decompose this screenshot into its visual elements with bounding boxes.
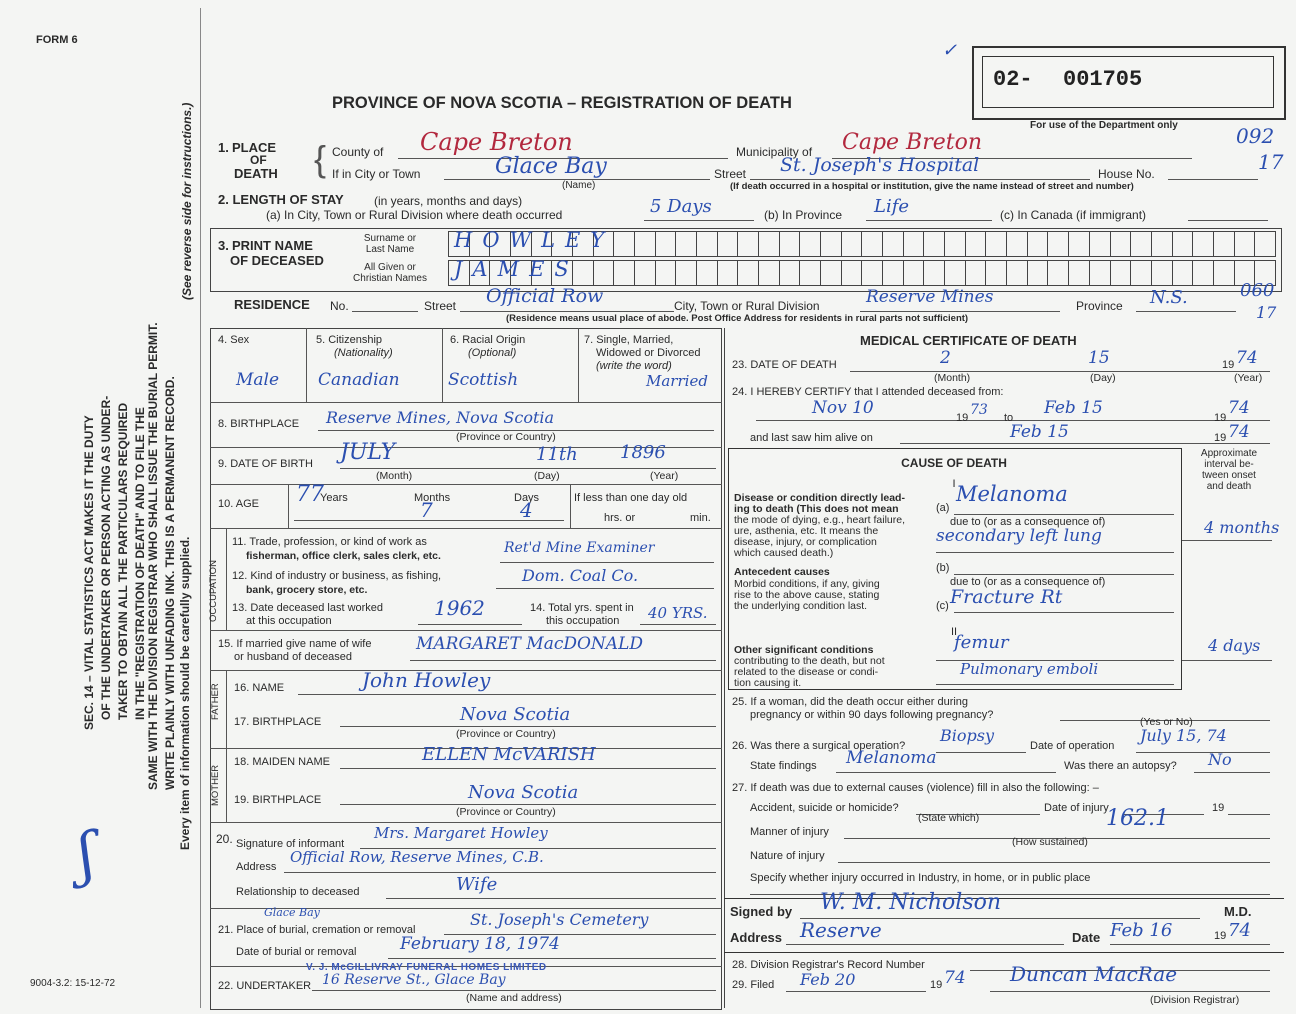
s17-label: 17. BIRTHPLACE xyxy=(234,716,322,728)
s29-label: 29. Filed xyxy=(732,979,775,991)
dod-month-sub: (Month) xyxy=(934,372,971,384)
dod-year-prefix: 19 xyxy=(1222,359,1235,371)
disease-line-4: ure, asthenia, etc. It means the xyxy=(734,525,879,537)
total-yrs-value: 40 YRS. xyxy=(648,604,708,622)
s2-sub: (in years, months and days) xyxy=(374,194,523,208)
res-city-value: Reserve Mines xyxy=(866,287,994,307)
dob-day-value: 11th xyxy=(536,444,578,465)
s10-label: 10. AGE xyxy=(218,498,259,510)
s3-label-b: OF DECEASED xyxy=(230,253,324,268)
s4-label: 4. Sex xyxy=(218,334,250,346)
disease-line-2: ing to death (This does not mean xyxy=(734,503,899,515)
s1-label: PLACE xyxy=(232,140,277,155)
due-to-b: due to (or as a consequence of) xyxy=(950,576,1106,588)
less-day-label: If less than one day old xyxy=(574,492,688,504)
municipality-label: Municipality of xyxy=(736,145,813,159)
s21-label: 21. Place of burial, cremation or removal xyxy=(218,924,416,936)
dob-year-sub: (Year) xyxy=(650,470,679,482)
res-city-label: City, Town or Rural Division xyxy=(674,299,820,313)
sidebar-line-8: (See reverse side for instructions.) xyxy=(180,102,194,300)
code-1: 092 xyxy=(1236,124,1275,148)
s2b-label: (b) In Province xyxy=(764,208,843,222)
antecedent-1: Antecedent causes xyxy=(734,566,830,578)
s18-label: 18. MAIDEN NAME xyxy=(234,756,330,768)
margin-mark: ʃ xyxy=(72,819,100,889)
code-2: 17 xyxy=(1258,150,1284,174)
name-sub: (Name) xyxy=(562,180,596,191)
other-1: Other significant conditions xyxy=(734,644,874,656)
reg-number: 001705 xyxy=(1063,67,1143,92)
s7-label: 7. Single, Married, xyxy=(584,334,674,346)
relationship-label: Relationship to deceased xyxy=(236,886,360,898)
age-months-label: Months xyxy=(414,492,451,504)
cause-title: CAUSE OF DEATH xyxy=(901,456,1007,470)
s5-sub: (Nationality) xyxy=(334,347,393,359)
father-name-value: John Howley xyxy=(362,668,491,692)
mother-birth-sub: (Province or Country) xyxy=(456,806,556,818)
hrs-label: hrs. or xyxy=(604,512,636,524)
industry-value: Dom. Coal Co. xyxy=(522,566,639,585)
s24-label: 24. I HEREBY CERTIFY that I attended deceased from: xyxy=(732,386,1004,398)
dob-month-value: JULY xyxy=(340,440,396,465)
disease-line-1: Disease or condition directly lead- xyxy=(734,492,905,504)
md-label: M.D. xyxy=(1224,904,1252,919)
form-title: PROVINCE OF NOVA SCOTIA – REGISTRATION OF DEATH xyxy=(332,94,792,112)
attend-from-19: 19 xyxy=(956,412,969,424)
other-2: contributing to the death, but not xyxy=(734,655,885,667)
min-label: min. xyxy=(690,512,711,524)
dod-month-value: 2 xyxy=(940,348,951,368)
marital-value: Married xyxy=(646,372,708,390)
s13-label-b: at this occupation xyxy=(246,615,332,627)
sidebar-line-5: SAME WITH THE DIVISION REGISTRAR WHO SHALL ISSUE THE BURIAL PERMIT. xyxy=(146,322,160,790)
res-prov-value: N.S. xyxy=(1150,287,1188,308)
s7-label-b: Widowed or Divorced xyxy=(596,347,701,359)
s6-sub: (Optional) xyxy=(468,347,517,359)
undertaker-value: 16 Reserve St., Glace Bay xyxy=(322,972,506,988)
date-op-label: Date of operation xyxy=(1030,740,1115,752)
sidebar-line-2: OF THE UNDERTAKER OR PERSON ACTING AS UNDER- xyxy=(99,395,113,720)
s12-label-b: bank, grocery store, etc. xyxy=(246,584,368,596)
father-vertical: FATHER xyxy=(210,683,221,720)
house-label: House No. xyxy=(1098,167,1155,181)
last-saw-label: and last saw him alive on xyxy=(750,432,873,444)
dod-day-sub: (Day) xyxy=(1090,372,1116,384)
signed-by-value: W. M. Nicholson xyxy=(820,890,1002,915)
code-3: 060 xyxy=(1240,280,1275,301)
s6-label: 6. Racial Origin xyxy=(450,334,526,346)
dod-year-sub: (Year) xyxy=(1234,372,1263,384)
attend-to-label: to xyxy=(1004,412,1014,424)
attend-from-yr-value: 73 xyxy=(970,402,988,418)
s13-label: 13. Date deceased last worked xyxy=(232,602,384,614)
hospital-note: (If death occurred in a hospital or institution, give the name instead of street and number) xyxy=(730,181,1134,192)
antecedent-2: Morbid conditions, if any, giving xyxy=(734,578,880,590)
last-worked-value: 1962 xyxy=(434,596,485,620)
signed-label: Signed by xyxy=(730,904,793,919)
given-value: JAMES xyxy=(454,257,579,281)
s16-label: 16. NAME xyxy=(234,682,285,694)
mother-vertical: MOTHER xyxy=(210,764,221,806)
op-date-value: July 15, 74 xyxy=(1140,726,1227,745)
s22-label: 22. UNDERTAKER xyxy=(218,980,312,992)
residence-note: (Residence means usual place of abode. Post Office Address for residents in rural parts not sufficient) xyxy=(506,313,969,324)
dob-day-sub: (Day) xyxy=(534,470,560,482)
street-label: Street xyxy=(714,167,747,181)
surname-value: HOWLEY xyxy=(454,228,615,252)
s28-label: 28. Division Registrar's Record Number xyxy=(732,959,925,971)
disease-line-3: the mode of dying, e.g., heart failure, xyxy=(734,514,906,526)
stay-b-value: Life xyxy=(874,196,910,217)
municipality-value: Cape Breton xyxy=(842,130,983,155)
check-mark: ✓ xyxy=(942,40,958,61)
disease-line-6: which caused death.) xyxy=(734,547,834,559)
due-to-a: due to (or as a consequence of) xyxy=(950,516,1106,528)
s5-label: 5. Citizenship xyxy=(316,334,383,346)
s3-num: 3. xyxy=(218,238,229,253)
footer-code: 9004-3.2: 15-12-72 xyxy=(30,978,116,989)
birthplace-value: Reserve Mines, Nova Scotia xyxy=(326,408,555,427)
s14-label-b: this occupation xyxy=(546,615,620,627)
dod-day-value: 15 xyxy=(1088,348,1110,368)
age-months-value: 7 xyxy=(420,498,433,522)
reg-prefix: 02- xyxy=(993,67,1033,92)
city-value: Glace Bay xyxy=(495,154,607,179)
undertaker-stamp: V. J. McGILLIVRAY FUNERAL HOMES LIMITED xyxy=(306,962,547,973)
manner-label: Manner of injury xyxy=(750,826,829,838)
cause-c2-value: femur xyxy=(954,632,1009,653)
dod-year-value: 74 xyxy=(1236,348,1258,368)
res-street-label: Street xyxy=(424,299,457,313)
relationship-value: Wife xyxy=(456,874,498,895)
cause-b-label: (b) xyxy=(936,562,950,574)
father-birth-value: Nova Scotia xyxy=(460,704,571,725)
s25-sub: (Yes or No) xyxy=(1140,716,1193,728)
s20-num: 20. xyxy=(216,832,233,846)
surname-label: Surname or Last Name xyxy=(363,233,417,255)
registrar-value: Duncan MacRae xyxy=(1010,962,1178,986)
specify-label: Specify whether injury occurred in Industry, in home, or in public place xyxy=(750,872,1091,884)
manner-code-value: 162.1 xyxy=(1106,806,1169,831)
burial-date-label: Date of burial or removal xyxy=(236,946,357,958)
burial-date-value: February 18, 1974 xyxy=(400,934,560,954)
attend-to-value: Feb 15 xyxy=(1044,398,1103,418)
age-years-value: 77 xyxy=(296,482,324,507)
occupation-vertical: OCCUPATION xyxy=(208,560,219,622)
date-injury-label: Date of injury xyxy=(1044,802,1109,814)
filed-yr-value: 74 xyxy=(944,968,966,988)
s14-label: 14. Total yrs. spent in xyxy=(530,602,634,614)
other-4: tion causing it. xyxy=(734,677,802,689)
citizenship-value: Canadian xyxy=(318,370,400,390)
age-years-label: Years xyxy=(320,492,348,504)
spouse-value: MARGARET MacDONALD xyxy=(416,634,643,654)
s2a-label: (a) In City, Town or Rural Division where death occurred xyxy=(266,208,563,222)
sidebar-line-6: WRITE PLAINLY WITH UNFADING INK. THIS IS A PERMANENT RECORD. xyxy=(163,376,177,790)
s8-label: 8. BIRTHPLACE xyxy=(218,418,300,430)
sidebar-line-7: Every item of information should be carefully supplied. xyxy=(178,536,192,850)
s1-num: 1. xyxy=(218,140,229,155)
informant-address-label: Address xyxy=(236,861,277,873)
age-days-label: Days xyxy=(514,492,540,504)
registrar-sub: (Division Registrar) xyxy=(1150,994,1240,1006)
attend-to-yr-value: 74 xyxy=(1228,398,1250,418)
filed-value: Feb 20 xyxy=(800,970,856,989)
res-street-value: Official Row xyxy=(486,285,604,307)
accident-label: Accident, suicide or homicide? xyxy=(750,802,899,814)
sidebar-line-4: IN THE "REGISTRATION OF DEATH" AND TO FILE THE xyxy=(133,407,147,720)
interval-a-value: 4 months xyxy=(1204,518,1280,537)
stay-a-value: 5 Days xyxy=(650,196,712,217)
s2-label: 2. LENGTH OF STAY xyxy=(218,192,344,207)
antecedent-3: rise to the above cause, stating xyxy=(734,589,880,601)
county-label: County of xyxy=(332,145,384,159)
med-date-19: 19 xyxy=(1214,930,1227,942)
given-label: All Given or Christian Names xyxy=(353,262,427,284)
autopsy-value: No xyxy=(1208,750,1232,769)
racial-value: Scottish xyxy=(448,370,519,390)
s27-label: 27. If death was due to external causes (violence) fill in also the following: – xyxy=(732,782,1099,794)
dob-year-value: 1896 xyxy=(620,442,666,463)
residence-label: RESIDENCE xyxy=(234,297,310,312)
cause-a-value: Melanoma xyxy=(956,482,1068,506)
other-cond-value: Pulmonary emboli xyxy=(960,660,1099,678)
roman-2: II xyxy=(950,626,958,638)
sex-value: Male xyxy=(236,370,280,390)
mother-birth-value: Nova Scotia xyxy=(468,782,579,803)
cause-a-label: (a) xyxy=(936,502,950,514)
last-saw-yr-value: 74 xyxy=(1228,422,1250,442)
s15-label-b: or husband of deceased xyxy=(234,651,353,663)
s9-label: 9. DATE OF BIRTH xyxy=(218,458,313,470)
s25-label: 25. If a woman, did the death occur either during xyxy=(732,696,969,708)
s1-label-c: DEATH xyxy=(234,166,278,181)
other-3: related to the disease or condi- xyxy=(734,666,879,678)
date-injury-19: 19 xyxy=(1212,802,1225,814)
attend-to-19: 19 xyxy=(1214,412,1227,424)
informant-address-value: Official Row, Reserve Mines, C.B. xyxy=(290,848,544,866)
burial-place-value: St. Joseph's Cemetery xyxy=(470,910,649,929)
county-value: Cape Breton xyxy=(420,128,573,156)
res-prov-label: Province xyxy=(1076,299,1123,313)
manner-sub: (How sustained) xyxy=(1012,836,1088,848)
registration-number-box xyxy=(972,46,1286,120)
med-year-value: 74 xyxy=(1228,920,1251,941)
s25-label-b: pregnancy or within 90 days following pregnancy? xyxy=(750,709,994,721)
due-a-value: secondary left lung xyxy=(936,526,1102,546)
attend-from-value: Nov 10 xyxy=(812,398,874,418)
city-label: If in City or Town xyxy=(332,167,421,181)
street-value: St. Joseph's Hospital xyxy=(780,154,980,176)
last-saw-value: Feb 15 xyxy=(1010,422,1069,442)
roman-1: I xyxy=(952,478,956,490)
med-date-value: Feb 16 xyxy=(1110,920,1173,941)
s26-label: 26. Was there a surgical operation? xyxy=(732,740,906,752)
cause-c-label: (c) xyxy=(936,600,949,612)
med-address-label: Address xyxy=(730,930,783,945)
mother-name-value: ELLEN McVARISH xyxy=(422,744,596,765)
dob-month-sub: (Month) xyxy=(376,470,413,482)
last-saw-19: 19 xyxy=(1214,432,1227,444)
nature-label: Nature of injury xyxy=(750,850,825,862)
med-address-value: Reserve xyxy=(800,918,882,942)
disease-line-5: disease, injury, or complication xyxy=(734,536,877,548)
s12-label: 12. Kind of industry or business, as fishing, xyxy=(232,570,442,582)
cause-c-value: Fracture Rt xyxy=(950,586,1063,608)
s11-label: 11. Trade, profession, or kind of work as xyxy=(232,536,427,548)
s23-label: 23. DATE OF DEATH xyxy=(732,359,837,371)
s7-label-c: (write the word) xyxy=(596,360,672,372)
interval-header: Approximate interval be- tween onset and death xyxy=(1200,448,1258,492)
left-margin-line xyxy=(200,8,201,1008)
findings-value: Melanoma xyxy=(846,748,937,768)
autopsy-label: Was there an autopsy? xyxy=(1064,760,1177,772)
findings-label: State findings xyxy=(750,760,817,772)
antecedent-4: the underlying condition last. xyxy=(734,600,868,612)
informant-label: Signature of informant xyxy=(236,838,345,850)
form-number: FORM 6 xyxy=(36,34,78,46)
med-date-label: Date xyxy=(1072,930,1101,945)
s1-label-b: OF xyxy=(250,153,267,167)
accident-sub: (State which) xyxy=(918,812,980,824)
code-4: 17 xyxy=(1256,303,1277,322)
sidebar-line-3: TAKER TO OBTAIN ALL THE PARTICULARS REQUIRED xyxy=(116,402,130,720)
age-days-value: 4 xyxy=(520,498,533,522)
s15-label: 15. If married give name of wife xyxy=(218,638,372,650)
s3-label: PRINT NAME xyxy=(232,238,313,253)
interval-c-value: 4 days xyxy=(1208,636,1261,655)
trade-value: Ret'd Mine Examiner xyxy=(504,540,655,556)
s2c-label: (c) In Canada (if immigrant) xyxy=(1000,208,1147,222)
s19-label: 19. BIRTHPLACE xyxy=(234,794,322,806)
filed-19: 19 xyxy=(930,979,943,991)
father-birth-sub: (Province or Country) xyxy=(456,728,556,740)
operation-value: Biopsy xyxy=(940,726,994,745)
dept-note: For use of the Department only xyxy=(1030,120,1178,131)
undertaker-sub: (Name and address) xyxy=(466,992,562,1004)
sidebar-line-1: SEC. 14 – VITAL STATISTICS ACT MAKES IT THE DUTY xyxy=(82,415,96,730)
informant-value: Mrs. Margaret Howley xyxy=(374,824,548,842)
s11-label-b: fisherman, office clerk, sales clerk, etc. xyxy=(246,550,441,562)
burial-note-value: Glace Bay xyxy=(264,906,320,919)
birthplace-sub: (Province or Country) xyxy=(456,431,556,443)
res-no-label: No. xyxy=(330,299,349,313)
medical-title: MEDICAL CERTIFICATE OF DEATH xyxy=(860,333,1077,348)
